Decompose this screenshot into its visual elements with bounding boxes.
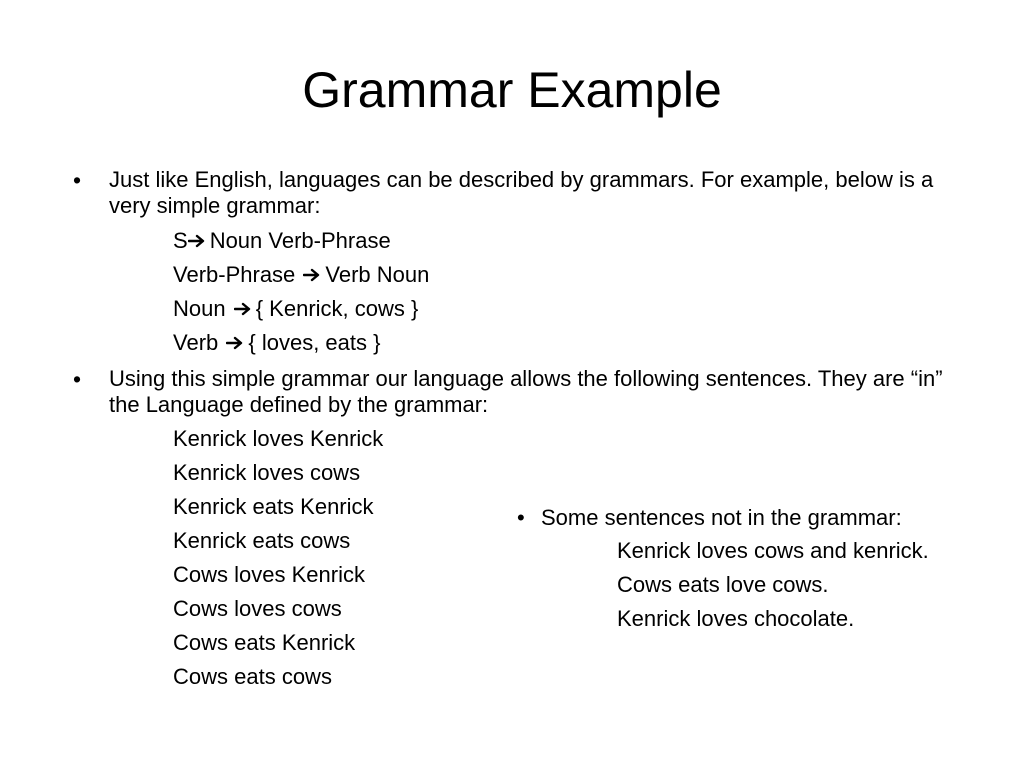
slide-title: Grammar Example (302, 62, 722, 118)
invalid-sentence: Kenrick loves chocolate. (617, 606, 855, 631)
bullet-sentences-intro-text: Using this simple grammar our language allows the following sentences. They are “in” the Language defined by the grammar: (109, 366, 943, 417)
bullet-grammar-intro (73, 167, 973, 219)
valid-sentence: Cows eats cows (173, 664, 332, 689)
invalid-sentence: Cows eats love cows. (617, 572, 829, 597)
grammar-rule (173, 260, 429, 290)
rule-rhs: { Kenrick, cows } (255, 296, 419, 321)
bullet-invalid-sentences (517, 503, 902, 533)
grammar-rule (173, 294, 418, 324)
rule-rhs: { loves, eats } (248, 330, 381, 355)
valid-sentence: Kenrick loves cows (173, 460, 361, 485)
rule-lhs: S (173, 228, 188, 253)
valid-sentence: Cows eats Kenrick (173, 630, 356, 655)
rule-rhs: Verb Noun (325, 262, 430, 287)
bullet-marker: • (517, 505, 525, 530)
right-arrow-icon (188, 233, 206, 249)
bullet-sentences-intro (73, 366, 973, 418)
valid-sentence: Cows loves Kenrick (173, 562, 365, 587)
bullet-marker: • (73, 167, 82, 193)
invalid-sentence: Kenrick loves cows and kenrick. (617, 538, 929, 563)
right-arrow-icon (303, 267, 321, 283)
grammar-rule (173, 328, 380, 358)
right-arrow-icon (234, 301, 252, 317)
valid-sentence: Kenrick eats cows (173, 528, 351, 553)
valid-sentence: Kenrick loves Kenrick (173, 426, 384, 451)
right-arrow-icon (226, 335, 244, 351)
rule-rhs: Noun Verb-Phrase (209, 228, 391, 253)
bullet-grammar-intro-text: Just like English, languages can be described by grammars. For example, below is a very simple grammar: (109, 167, 934, 218)
bullet-marker: • (73, 366, 82, 392)
rule-lhs: Noun (173, 296, 232, 321)
rule-lhs: Verb-Phrase (173, 262, 302, 287)
bullet-invalid-sentences-text: Some sentences not in the grammar: (541, 505, 902, 530)
valid-sentence: Cows loves cows (173, 596, 342, 621)
grammar-rule (173, 226, 391, 256)
rule-lhs: Verb (173, 330, 225, 355)
valid-sentence: Kenrick eats Kenrick (173, 494, 374, 519)
